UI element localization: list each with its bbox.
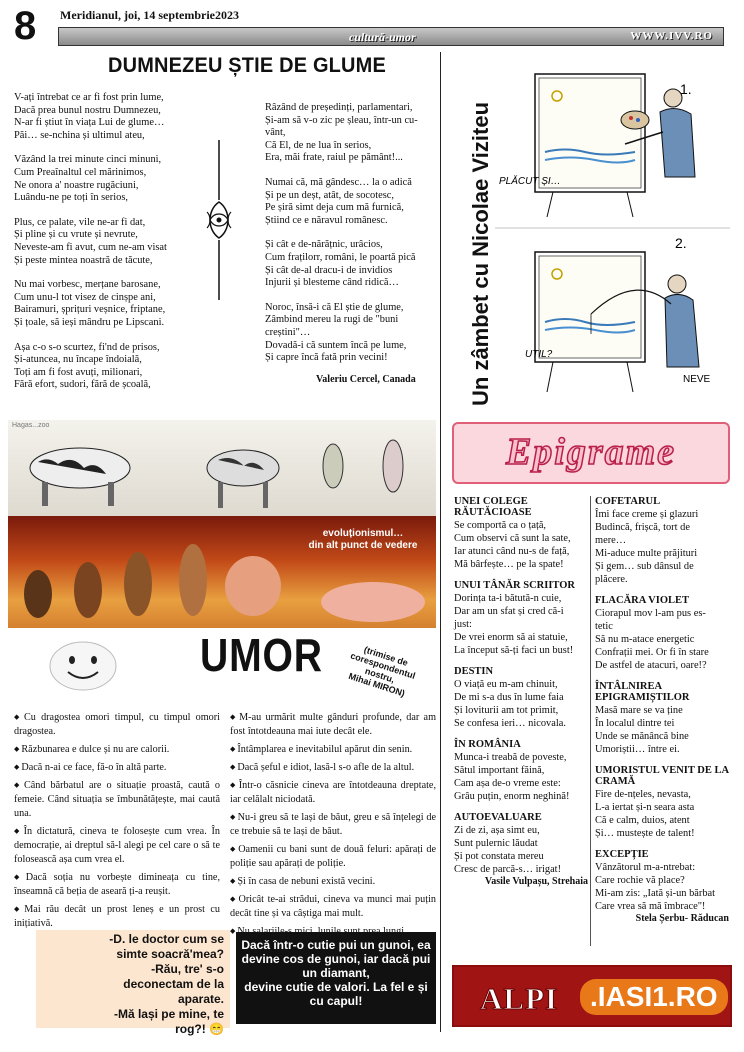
umor-attribution: (trimise de corespondentul nostru, Mihai MIRON) [347, 644, 417, 699]
epigram-author: Stela Șerbu- Răducan [635, 913, 729, 924]
joke-item: ◆ M-au urmărit multe gânduri profunde, dar am fost întotdeauna mai iute decât ele. [230, 710, 436, 739]
poem-stanza: Văzând la trei minute cinci minuni, Cum Preaînaltul cel mărinimos, Ne onora a' noastre rugăciuni, Luându-ne pe toți în serios, [14, 154, 162, 204]
cartoon-drawing [495, 52, 730, 402]
joke-item: ◆ Când bărbatul are o situație proastă, caută o femeie. Când situația se îmbunătățește, mai caută una. [14, 778, 220, 821]
vertical-title: Un zâmbet cu Nicolae Viziteu [468, 101, 493, 406]
poem-stanza: Numai că, mă gândesc… la o adică Și pe un deșt, atât, de socotesc, Pe șiră simt deja cum mă furnică, Știind ce e năravul românesc. [265, 176, 412, 226]
epigram-text: Fire de-nțeles, nevasta, L-a iertat și-n seara asta Că e calm, duios, atent Și… mustește de talent! [595, 789, 695, 839]
section-bar [58, 27, 724, 46]
joke-item: ◆ Într-o căsnicie cineva are întotdeauna dreptate, iar celălalt niciodată. [230, 778, 436, 807]
page-number: 8 [14, 4, 37, 48]
epigrame-divider [590, 496, 591, 946]
poem-stanza: Râzând de președinți, parlamentari, Și-am să v-o zic pe șleau, într-un cu- vânt, Că El, de ne lua în serios, Era, măi frate, raiul pe pământ!... [265, 102, 418, 164]
website-link[interactable]: WWW.IVV.RO [630, 30, 713, 42]
cow-evolution-photo [8, 420, 436, 516]
epigrame-banner: Epigrame [452, 422, 730, 484]
joke-item: ◆ Nu-i greu să te lași de băut, greu e să înțelegi de ce trebuie să te lași de băut. [230, 810, 436, 839]
dateline: Meridianul, joi, 14 septembrie2023 [60, 8, 239, 22]
epigram-text: Îmi face creme și glazuri Budincă, frișcă, tort de mere… Mi-aduce multe prăjituri Și gem… sub dânsul de plăcere. [595, 509, 699, 585]
joke-item: ◆ Dacă șeful e idiot, lasă-l s-o afle de la altul. [230, 760, 436, 775]
epigram-title: ÎN ROMÂNIA [454, 739, 521, 750]
svg-text:2.: 2. [675, 235, 687, 251]
jokes-left [14, 710, 220, 934]
epigrame-column-2 [595, 496, 729, 924]
joke-item: ◆ Mai rău decât un prost leneș e un prost cu inițiativă. [14, 902, 220, 931]
doctor-joke-box: -D. le doctor cum se simte soacră'mea? -Rău, tre' s-o deconectam de la aparate. -Mă lași pe mine, te rog?! 😁 [36, 930, 230, 1028]
svg-text:UTIL?: UTIL? [525, 349, 553, 360]
joke-item: ◆ Oamenii cu bani sunt de două feluri: apărați de poliție sau apărați de poliție. [230, 842, 436, 871]
epigram-text: Ciorapul mov l-am pus es- tetic Să nu m-atace energetic Confrații mei. Or fi în stare De astfel de atacuri, oare!? [595, 608, 709, 671]
joke-item: ◆ În dictatură, cineva te folosește cum vrea. În democrație, ai dreptul să-l alegi pe cel care o să te folosească așa cum vrea el. [14, 824, 220, 867]
poem-stanza: Nu mai vorbesc, merțane barosane, Cum unu-l tot visez de cinșpe ani, Bairamuri, șprițuri veșnice, friptane, Și țoale, să ieși mândru pe Lipscani. [14, 279, 166, 328]
article-title: DUMNEZEU ȘTIE DE GLUME [108, 54, 386, 77]
joke-item: ◆ Și în casa de nebuni există vecini. [230, 874, 436, 889]
jokes-right [230, 710, 436, 942]
epigram-title: FLACĂRA VIOLET [595, 595, 690, 606]
column-divider [440, 52, 441, 1032]
epigram-title: ÎNTÂLNIREA EPIGRAMIȘTILOR [595, 681, 690, 703]
joke-item: ◆ Cu dragostea omori timpul, cu timpul omori dragostea. [14, 710, 220, 739]
epigram-text: Zi de zi, așa simt eu, Sunt pulernic lăudat Și pot constata mereu Cresc de parcă-s… irigat! [454, 825, 562, 875]
epigram-title: DESTIN [454, 666, 494, 677]
joke-item: ◆ Întâmplarea e inevitabilul apărut din senin. [230, 742, 436, 757]
epigram-title: UNUI TÂNĂR SCRIITOR [454, 580, 575, 591]
ad-domain: .IASI1.RO [580, 979, 728, 1015]
joke-item: ◆ Răzbunarea e dulce și nu are calorii. [14, 742, 220, 757]
epigram-text: Vânzătorul m-a-ntrebat: Care rochie vă place? Mi-am zis: „Iată și-un bărbat Care vrea să mă îmbrace"! [595, 862, 716, 912]
svg-text:PLĂCUT ȘI…: PLĂCUT ȘI… [499, 176, 561, 187]
epigram-text: Se comportă ca o țață, Cum observi că sunt la sate, Iar atunci când nu-s de față, Mă bârfește… pe la spate! [454, 520, 571, 570]
epigram-text: O viață eu m-am chinuit, De mi s-a dus în lume faia Și loviturii am tot primit, Se confesa ieri… nicovala. [454, 679, 566, 729]
svg-text:NEVE: NEVE [683, 374, 711, 385]
cartoon-strip [495, 52, 730, 402]
ad-brand: ALPI [480, 981, 559, 1016]
epigram-title: COFETARUL [595, 496, 661, 507]
svg-text:1.: 1. [680, 81, 692, 97]
poem-stanza: Noroc, însă-i că El știe de glume, Zâmbind mereu la rugi de "buni creștini"… Dovadă-i că suntem încă pe lume, Și capre încă fată prin vecini! [265, 301, 407, 364]
epigram-text: Munca-i treabă de poveste, Sătul important făină, Cam așa de-o vreme este: Grâu puțin, enorm neghină! [454, 752, 570, 802]
joke-item: ◆ Oricât te-ai strădui, cineva va munci mai puțin decât tine și va câștiga mai mult. [230, 892, 436, 921]
umor-title: UMOR [200, 629, 323, 681]
poem-stanza: Așa c-o s-o scurtez, fi'nd de prisos, Și-atuncea, nu încape îndoială, Toți am fi fost avuți, milionari, Fără efort, sudori, fără de școală, [14, 341, 160, 391]
poem-stanza: Și cât e de-nărățnic, urâcios, Cum frațilorr, români, le poartă pică Și cât de-al dracu-i de invidios Injurii și blesteme când ridică… [265, 239, 416, 289]
epigram-title: AUTOEVALUARE [454, 812, 542, 823]
epigram-text: Dorința ta-i bătută-n cuie, Dar am un sfat și cred că-i just: De vrei enorm să ai statuie, La început să-ți faci un bust! [454, 593, 574, 656]
advertisement[interactable] [452, 965, 732, 1027]
box-quote: Dacă într-o cutie pui un gunoi, ea devine cos de gunoi, iar dacă pui un diamant, devine cutie de valori. La fel e și cu capul! [236, 932, 436, 1024]
joke-item: ◆ Dacă n-ai ce face, fă-o în altă parte. [14, 760, 220, 775]
poem-stanza: Plus, ce palate, vile ne-ar fi dat, Și pline și cu vrute și nevrute, Neveste-am fi avut, cum ne-am visat Și peste mintea noastră de tăcute, [14, 216, 167, 266]
epigram-title: EXCEPȚIE [595, 849, 649, 860]
article-author: Valeriu Cercel, Canada [316, 374, 416, 385]
epigrame-column-1 [454, 496, 588, 887]
poem-column-1 [14, 92, 214, 404]
evolution-caption: evoluționismul… din alt punct de vedere [308, 528, 418, 551]
epigram-title: UNEI COLEGE RĂUTĂCIOASE [454, 496, 532, 518]
epigram-text: Masă mare se va ține În localul dintre tei Unde se mănâncă bine Umoriștii… între ei. [595, 705, 689, 755]
photo-label: Hagas...zoo [12, 422, 50, 429]
epigram-title: UMORISTUL VENIT DE LA CRAMĂ [595, 765, 729, 787]
section-name: cultură-umor [349, 30, 416, 44]
poem-column-2 [265, 102, 440, 377]
smiley-icon [48, 640, 118, 692]
poem-stanza: V-ați întrebat ce ar fi fost prin lume, Dacă prea bunul nostru Dumnezeu, N-ar fi știut în viața Lui de glume… Păi… se-nchina și ultimul ateu, [14, 92, 165, 141]
evolution-silhouettes [8, 420, 436, 516]
column-ornament [204, 140, 234, 300]
joke-item: ◆ Dacă soția nu vorbește dimineața cu tine, înseamnă că beția de aseară ți-a reușit. [14, 870, 220, 899]
epigram-author: Vasile Vulpașu, Strehaia [484, 876, 588, 887]
